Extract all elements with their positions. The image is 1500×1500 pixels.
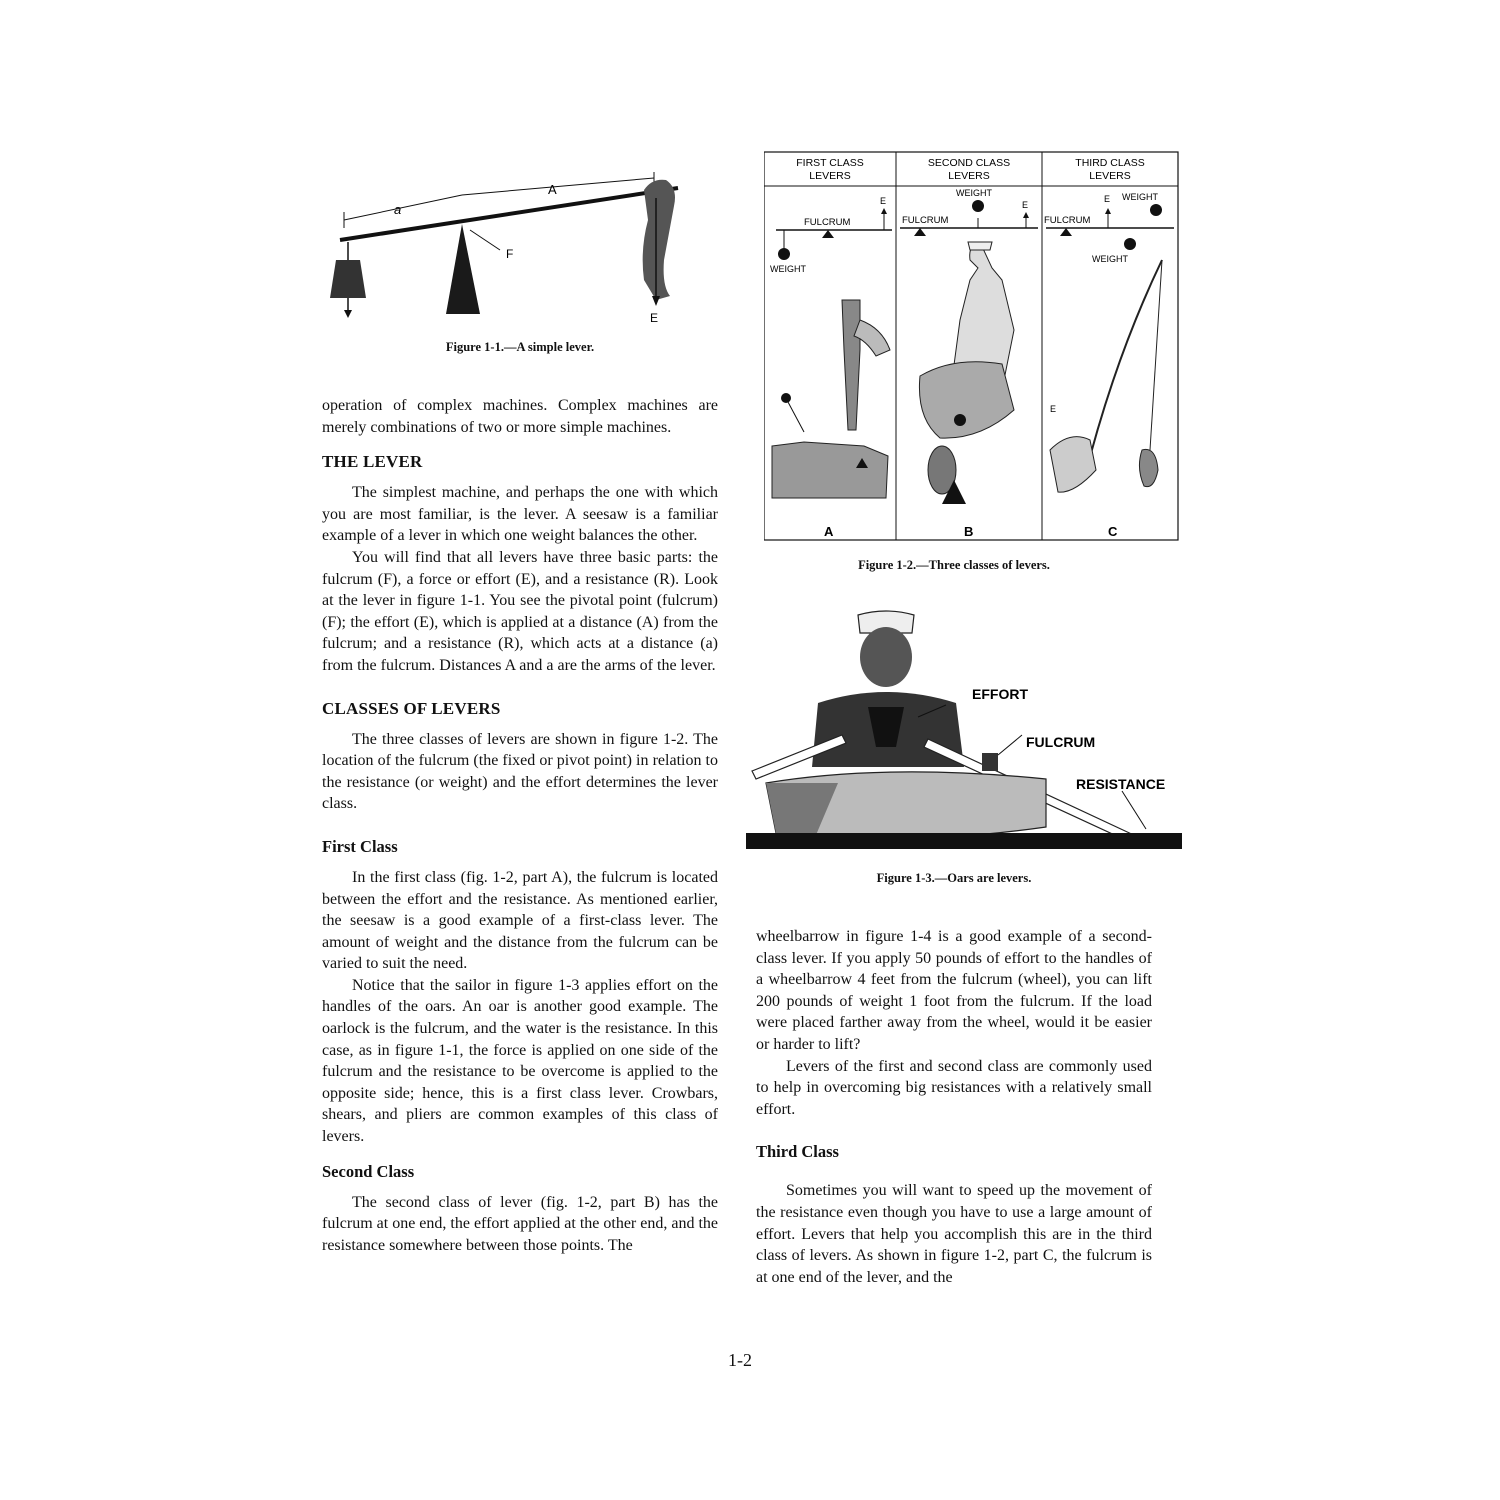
paragraph-second-class: The second class of lever (fig. 1-2, part B) has the fulcrum at one end, the effort applied at the other end, and the resistance somewhere between those points. The <box>322 1193 718 1254</box>
panel-b-letter: B <box>964 524 974 539</box>
paragraph-lever-2: You will find that all levers have three basic parts: the fulcrum (F), a force or effort (E), and a resistance (R). Look at the lever in figure 1-1. You see the pivotal point (fulcrum) (F); the effort (E), which is applied at a distance (A) from the fulcrum; and a resistance (R), which acts at a distance (a) from the fulcrum. Distances A and a are the arms of the lever. <box>322 548 718 674</box>
fig2-header-first-2: LEVERS <box>809 170 851 182</box>
fig1-label-E: E <box>650 311 659 325</box>
paragraph-levers-1-2: Levers of the first and second class are commonly used to help in overcoming big resistances with a relatively small effort. <box>756 1057 1152 1118</box>
water <box>746 833 1182 849</box>
fig2-header-third-2: LEVERS <box>1089 170 1131 182</box>
paragraph-wheelbarrow: wheelbarrow in figure 1-4 is a good example of a second-class lever. If you apply 50 pounds of effort to the handles of a wheelbarrow 4 feet from the fulcrum (wheel), you can lift 200 pounds of weight 1 foot from the fulcrum. If the load were placed farther away from the wheel, would it be easier or harder to lift? <box>756 928 1152 1053</box>
figure-1-2-caption: Figure 1-2.—Three classes of levers. <box>858 558 1050 572</box>
right-column <box>756 150 1166 1288</box>
fig3-resistance-label: RESISTANCE <box>1076 776 1166 792</box>
figure-1-2 <box>764 150 1180 542</box>
lever-bar <box>340 188 678 240</box>
panel-c-weight-label: WEIGHT <box>1092 254 1128 264</box>
figure-1-3 <box>746 607 1182 867</box>
fig3-fulcrum-label: FULCRUM <box>1026 734 1096 750</box>
panel-a-e-label: E <box>880 196 887 206</box>
heading-first-class: First Class <box>322 836 398 856</box>
paragraph-first-class-1: In the first class (fig. 1-2, part A), the fulcrum is located between the effort and the resistance. As mentioned earlier, the seesaw is a good example of a first-class lever. The amount of weight and the distance from the fulcrum can be varied to suit the need. <box>322 868 718 973</box>
panel-b-e-label: E <box>1022 200 1029 210</box>
fig2-header-third: THIRD CLASS <box>1075 157 1145 169</box>
fig1-label-a: a <box>394 202 402 217</box>
panel-a-fulcrum-label: FULCRUM <box>804 217 851 228</box>
paragraph-intro: operation of complex machines. Complex machines are merely combinations of two or more simple machines. <box>322 397 718 436</box>
panel-b-fulcrum-label: FULCRUM <box>902 215 949 226</box>
panel-a-weight-label: WEIGHT <box>770 264 806 274</box>
figure-1-1 <box>322 150 718 330</box>
panel-c-weight-label-top: WEIGHT <box>1122 192 1158 202</box>
heading-second-class: Second Class <box>322 1161 415 1181</box>
fig1-label-F: F <box>506 247 514 261</box>
paragraph-lever-1: The simplest machine, and perhaps the one with which you are most familiar, is the lever. A seesaw is a familiar example of a lever in which one weight balances the other. <box>322 484 718 545</box>
heading-classes-of-levers: CLASSES OF LEVERS <box>322 698 501 718</box>
panel-a-letter: A <box>824 524 834 539</box>
panel-c-e-label: E <box>1104 194 1111 204</box>
paragraph-third-class: Sometimes you will want to speed up the movement of the resistance even though you have to use a large amount of effort. Levers that help you accomplish this are in the third class of levers. As shown in figure 1-2, part C, the fulcrum is at one end of the lever, and the <box>756 1182 1152 1286</box>
figure-1-3-caption: Figure 1-3.—Oars are levers. <box>876 871 1032 885</box>
panel-c-e-label-2: E <box>1050 404 1057 414</box>
page-number: 1-2 <box>728 1350 752 1370</box>
fig1-label-A: A <box>548 182 557 197</box>
fig2-header-second-2: LEVERS <box>948 170 990 182</box>
paragraph-first-class-2: Notice that the sailor in figure 1-3 applies effort on the handles of the oars. An oar is another good example. The oarlock is the fulcrum, and the water is the resistance. In this case, as in figure 1-1, the force is applied on one side of the fulcrum and the resistance to be overcome is applied to the opposite side; hence, this is a first class lever. Crowbars, shears, and pliers are common examples of this class of levers. <box>322 976 718 1146</box>
heading-third-class: Third Class <box>756 1142 839 1162</box>
figure-1-1-caption: Figure 1-1.—A simple lever. <box>445 340 595 354</box>
heading-the-lever: THE LEVER <box>322 452 423 472</box>
paragraph-classes: The three classes of levers are shown in figure 1-2. The location of the fulcrum (the fixed or pivot point) in relation to the resistance (or weight) and the effort determines the lever class. <box>322 730 718 813</box>
panel-b-weight-label: WEIGHT <box>956 188 992 198</box>
fig3-effort-label: EFFORT <box>972 686 1028 702</box>
weight-block <box>330 260 366 298</box>
panel-c-fulcrum-label: FULCRUM <box>1044 215 1091 226</box>
left-column <box>322 150 718 1256</box>
fig2-header-second: SECOND CLASS <box>927 157 1011 169</box>
fig2-header-first: FIRST CLASS <box>796 157 864 169</box>
fulcrum-triangle <box>446 224 480 314</box>
arm-illustration <box>643 180 675 300</box>
panel-c-letter: C <box>1108 524 1118 539</box>
